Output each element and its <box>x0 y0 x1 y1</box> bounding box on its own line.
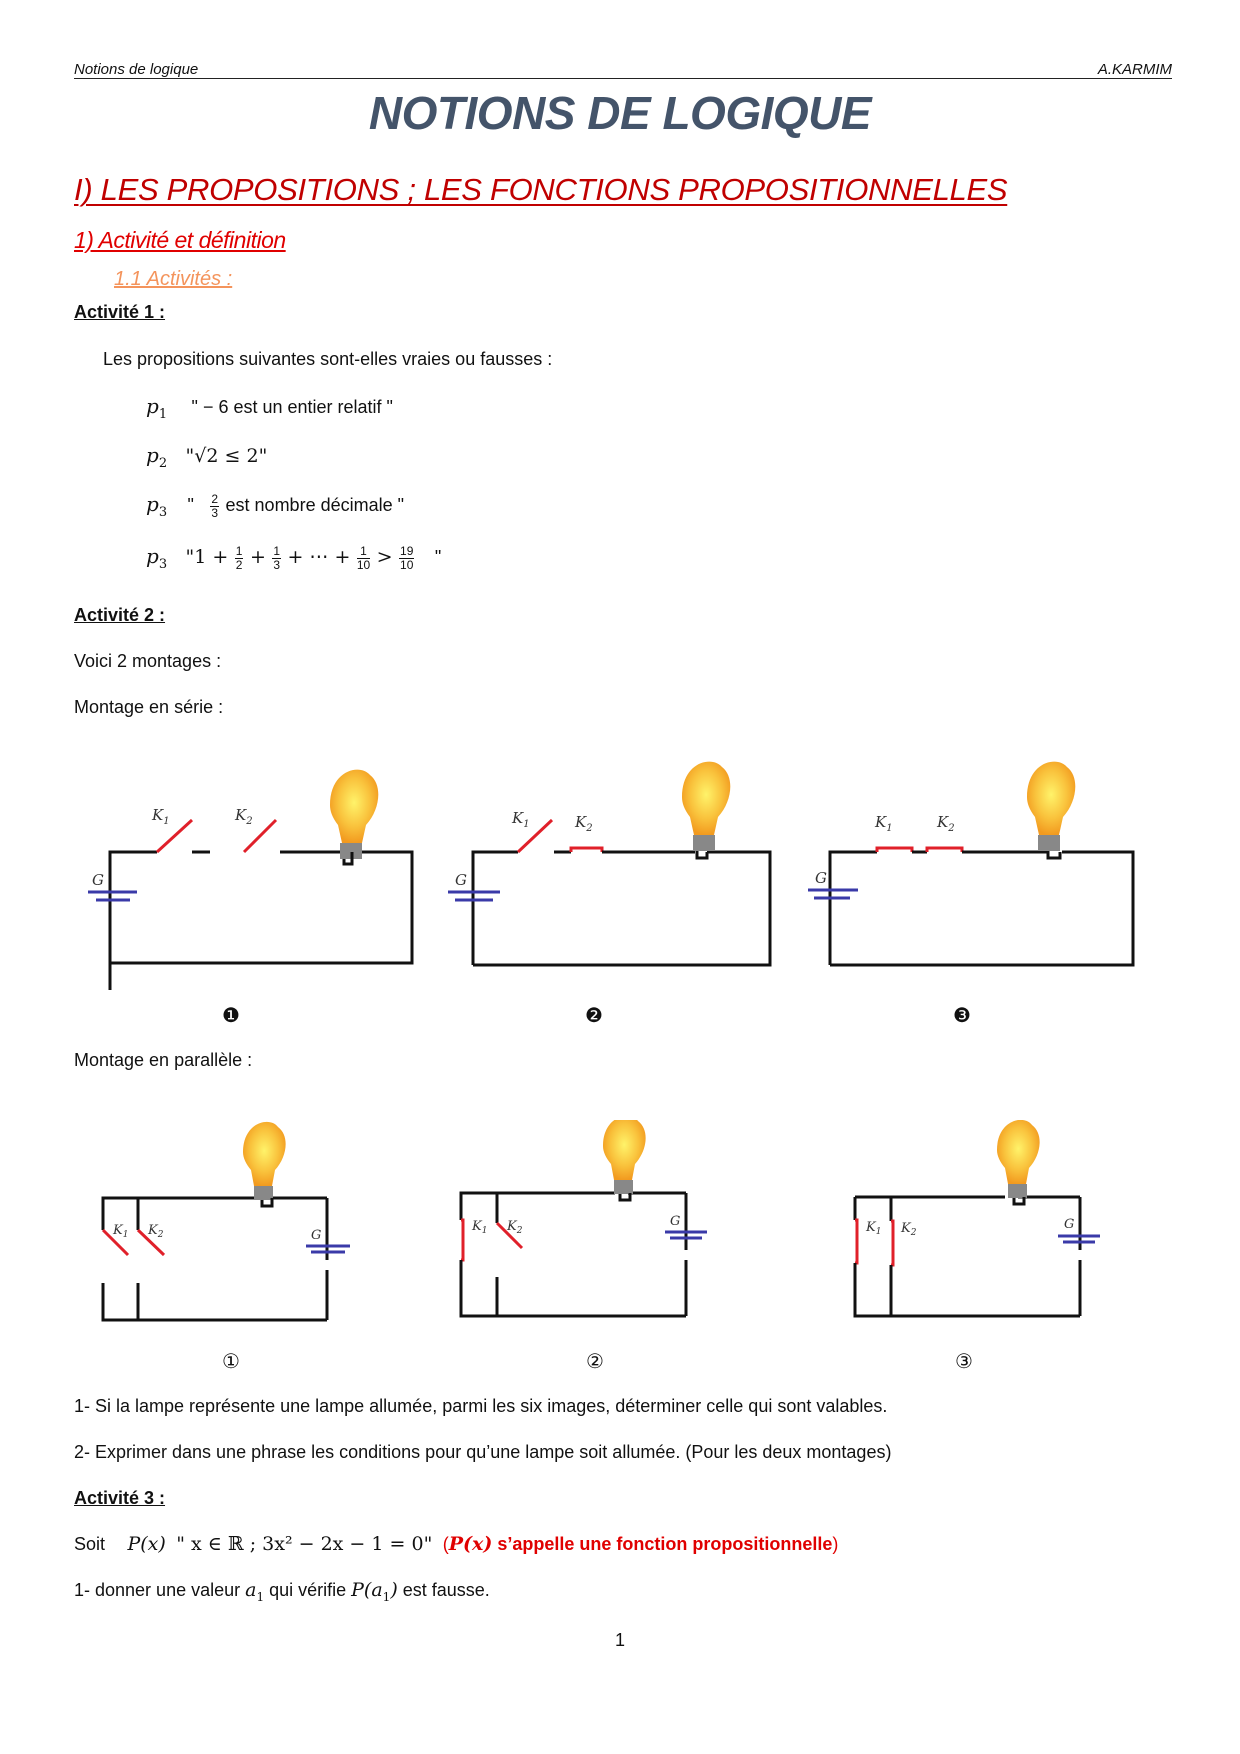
parallel-marker-1: ① <box>222 1351 240 1373</box>
svg-text:K1: $K_1$ <box>866 1220 882 1237</box>
svg-text:K2: $K_2$ <box>235 806 253 827</box>
activite1-intro: Les propositions suivantes sont-elles vraies ou fausses : <box>103 349 553 369</box>
series-circuit-1 <box>88 770 412 990</box>
activite3-definition: Soit P(x) " x ∈ ℝ ; 3x² − 2x − 1 = 0" (P(x) s’appelle une fonction propositionnelle) <box>74 1533 839 1555</box>
page-number: 1 <box>614 1630 625 1650</box>
header-divider <box>74 78 1172 79</box>
svg-text:K2: $K_2$ <box>148 1223 164 1240</box>
prop-var: $p_1$ <box>146 394 168 422</box>
fraction: $\frac{1}{2}$ <box>235 544 243 573</box>
svg-text:K1: $K_1$ <box>152 806 170 827</box>
activite2-intro: Voici 2 montages : <box>74 651 222 671</box>
parallel-circuit-3 <box>855 1120 1100 1316</box>
prop-var: $p_2$ <box>146 443 168 471</box>
fraction: $\frac{1}{10}$ <box>356 544 371 573</box>
activite1-title: Activité 1 : <box>74 302 166 322</box>
proposition-1 <box>146 394 393 422</box>
parallel-circuit-1 <box>103 1122 350 1320</box>
header-right: A.KARMIM <box>1097 61 1172 78</box>
svg-text:G: G <box>815 869 827 887</box>
fraction: $\frac{2}{3}$ <box>211 492 219 521</box>
prop-var: $p_3$ <box>146 492 168 520</box>
svg-text:K2: $K_2$ <box>575 813 593 834</box>
svg-text:G: G <box>670 1214 681 1229</box>
parallel-marker-3: ③ <box>955 1351 973 1373</box>
series-circuit-2 <box>448 762 770 965</box>
parallel-circuits <box>0 1120 1240 1330</box>
activite2-title: Activité 2 : <box>74 605 166 625</box>
series-circuit-3 <box>808 762 1133 965</box>
svg-text:G: G <box>1064 1217 1075 1232</box>
activite3-title: Activité 3 : <box>74 1488 166 1508</box>
svg-text:G: G <box>311 1228 322 1243</box>
activite2-question-1: 1- Si la lampe représente une lampe allumée, parmi les six images, déterminer celle qui sont valables. <box>74 1396 888 1416</box>
proposition-3: $p_3$ " $\frac{2}{3}$ est nombre décimale " <box>146 492 405 521</box>
svg-text:K1: $K_1$ <box>512 809 530 830</box>
parallel-circuit-2 <box>461 1120 707 1316</box>
section-heading: I) LES PROPOSITIONS ; LES FONCTIONS PROPOSITIONNELLES <box>74 172 1008 207</box>
activite2-question-2: 2- Exprimer dans une phrase les conditions pour qu’une lampe soit allumée. (Pour les deux montages) <box>74 1442 892 1462</box>
svg-text:K2: $K_2$ <box>901 1221 917 1238</box>
svg-text:K1: $K_1$ <box>113 1223 129 1240</box>
series-circuits <box>0 760 1240 990</box>
svg-text:G: G <box>92 871 104 889</box>
svg-text:K2: $K_2$ <box>507 1219 523 1236</box>
prop-var: $p_3$ <box>146 544 168 572</box>
parallel-marker-2: ② <box>586 1351 604 1373</box>
svg-text:K1: $K_1$ <box>875 813 893 834</box>
page-title: NOTIONS DE LOGIQUE <box>368 87 872 139</box>
prop-text: "√2 ≤ 2" <box>185 445 268 467</box>
svg-text:G: G <box>455 871 467 889</box>
subsubsection-heading: 1.1 Activités : <box>114 268 233 290</box>
series-marker-2: ❷ <box>585 1005 603 1027</box>
svg-text:K2: $K_2$ <box>937 813 955 834</box>
series-marker-3: ❸ <box>953 1005 971 1027</box>
proposition-4: $p_3$ "1 + $\frac{1}{2}$ + $\frac{1}{3}$ + ⋯ + $\frac{1}{10}$ > $\frac{19}{10}$ " <box>146 544 442 573</box>
prop-text: " − 6 est un entier relatif " <box>191 397 393 417</box>
fraction: $\frac{19}{10}$ <box>400 544 414 573</box>
fraction: $\frac{1}{3}$ <box>273 544 280 573</box>
prop-text: est nombre décimale " <box>225 495 405 515</box>
series-marker-1: ❶ <box>222 1005 240 1027</box>
parallele-label: Montage en parallèle : <box>74 1050 253 1070</box>
proposition-2 <box>146 443 267 471</box>
svg-text:K1: $K_1$ <box>472 1219 488 1236</box>
serie-label: Montage en série : <box>74 697 224 717</box>
header-left: Notions de logique <box>74 61 199 78</box>
subsection-heading: 1) Activité et définition <box>74 227 286 253</box>
activite3-question-1: 1- donner une valeur $a_1$ qui vérifie $P(a_1)$ est fausse. <box>74 1579 490 1604</box>
